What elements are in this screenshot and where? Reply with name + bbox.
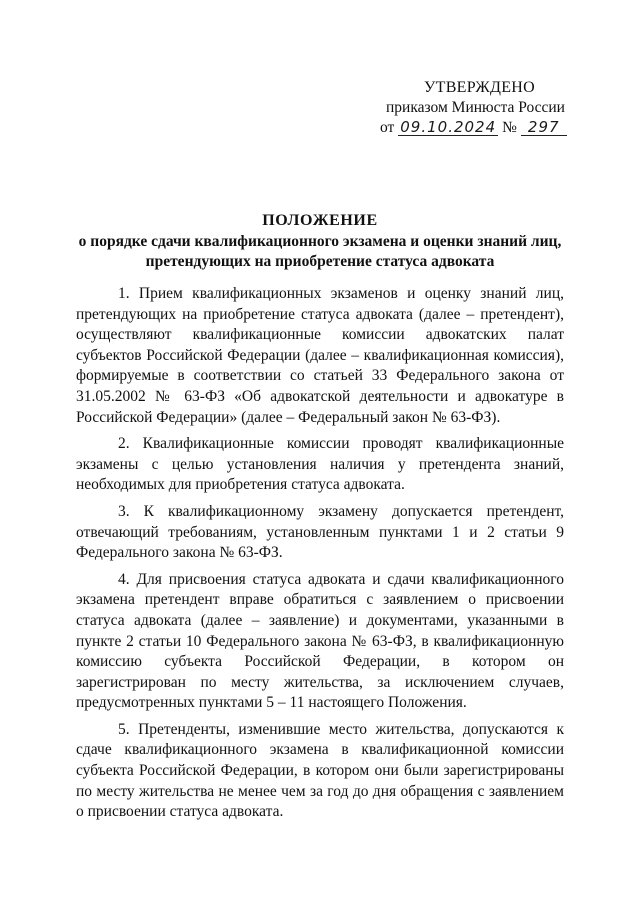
approval-date: 09.10.2024: [398, 119, 498, 136]
document-body: [76, 284, 564, 829]
title-main: ПОЛОЖЕНИЕ: [262, 212, 378, 229]
document-title: [60, 210, 580, 272]
title-subtitle-line1: о порядке сдачи квалификационного экзамена и оценки знаний лиц,: [78, 233, 562, 250]
approval-number: 297: [521, 119, 567, 136]
paragraph-5: 5. Претенденты, изменившие место жительства, допускаются к сдаче квалификационного экзамена в квалификационной комиссии субъекта Российской Федерации, в котором они были зарегистрированы по месту жительства не менее чем за год до дня обращения с заявлением о присвоении статуса адвоката.: [76, 720, 564, 821]
approval-number-label: №: [502, 119, 517, 136]
approval-from-label: от: [380, 119, 395, 136]
paragraph-3: 3. К квалификационному экзамену допускается претендент, отвечающий требованиям, установленным пунктами 1 и 2 статьи 9 Федерального закона № 63-ФЗ.: [76, 502, 564, 562]
approval-stamp: [380, 78, 580, 138]
paragraph-2: 2. Квалификационные комиссии проводят квалификационные экзамены с целью установления наличия у претендента знаний, необходимых для приобретения статуса адвоката.: [76, 435, 564, 494]
paragraph-4: 4. Для присвоения статуса адвоката и сдачи квалификационного экзамена претендент вправе обратиться с заявлением о присвоении статуса адвоката (далее – заявление) и документами, указанными в пункте 2 статьи 10 Федерального закона № 63-ФЗ, в квалификационную комиссию субъекта Российской Федерации, в котором он зарегистрирован по месту жительства, за исключением случаев, предусмотренных пунктами 5 – 11 настоящего Положения.: [76, 570, 564, 712]
title-subtitle-line2: претендующих на приобретение статуса адвоката: [145, 253, 495, 270]
paragraph-1: 1. Прием квалификационных экзаменов и оценку знаний лиц, претендующих на приобретение статуса адвоката (далее – претендент), осуществляют квалификационные комиссии адвокатских палат субъектов Российской Федерации (далее – квалификационная комиссия), формируемые в соответствии со статьей 33 Федерального закона от 31.05.2002 № 63-ФЗ «Об адвокатской деятельности и адвокатуре в Российской Федерации» (далее – Федеральный закон № 63-ФЗ).: [76, 285, 564, 426]
approval-date-line: [380, 118, 580, 138]
approval-order-line: приказом Минюста России: [386, 99, 565, 116]
approval-header: УТВЕРЖДЕНО: [424, 79, 536, 96]
